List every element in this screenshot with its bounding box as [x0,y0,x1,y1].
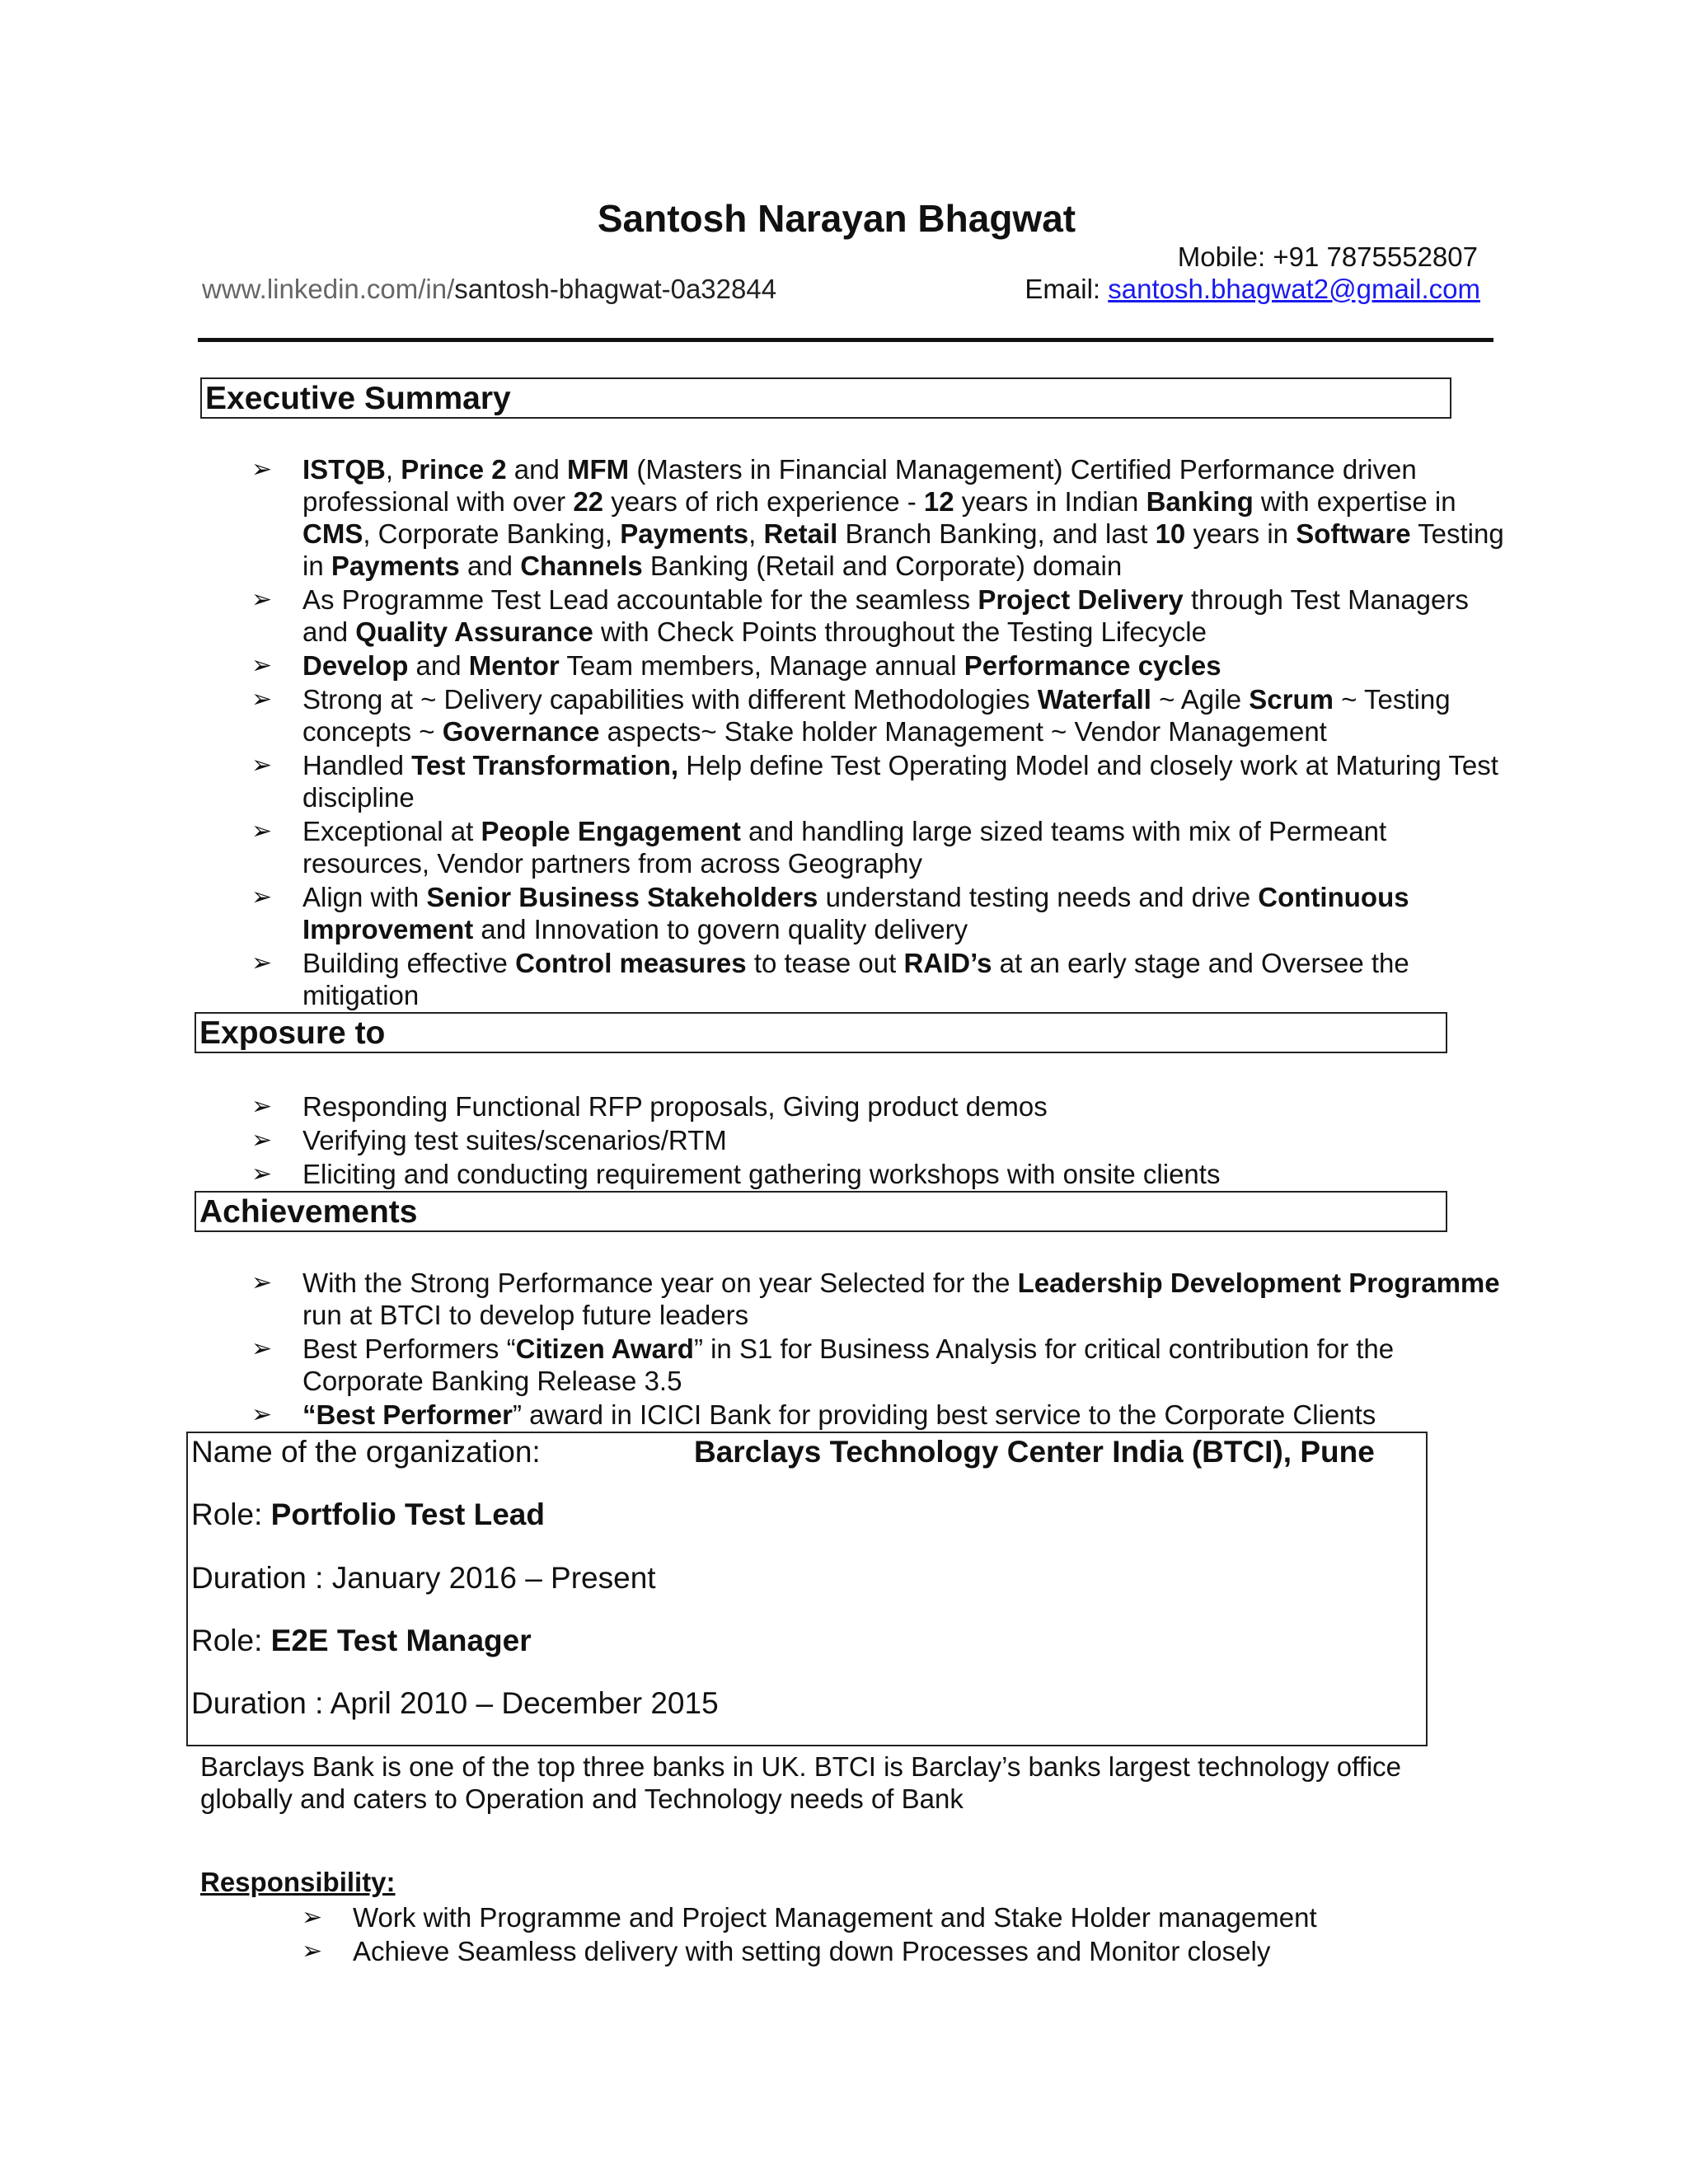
item-text: and Innovation to govern quality delivery [473,914,968,944]
item-text: years in [1185,518,1296,549]
item-text: run at BTCI to develop future leaders [302,1300,749,1330]
email-label: Email: [1025,274,1109,304]
item-text: Achieve Seamless delivery with setting down Processes and Monitor closely [353,1936,1271,1966]
bold-text: Project Delivery [978,584,1184,615]
bold-text: Develop [302,650,409,681]
item-text: , [385,454,401,485]
item-text: Team members, Manage annual [559,650,964,681]
item-text: ” in S1 for Business Analysis for critical contribution for the Corporate Banking Release 3.5 [302,1333,1395,1396]
item-text: Work with Programme and Project Management and Stake Holder management [353,1902,1317,1933]
bullet-arrow-icon: ➢ [251,652,273,679]
bullet-arrow-icon: ➢ [251,883,273,911]
list-item [302,1901,1505,1933]
bullet-arrow-icon: ➢ [251,1401,273,1428]
list-item [251,1267,1504,1331]
bold-text: ISTQB [302,454,386,485]
executive-summary-list [251,453,1504,1013]
list-item [251,583,1504,648]
role1-row [191,1497,545,1532]
bullet-arrow-icon: ➢ [251,1160,273,1188]
linkedin-prefix: www.linkedin.com/in/ [202,274,455,304]
item-text: ” award in ICICI Bank for providing best service to the Corporate Clients [512,1399,1376,1430]
bullet-arrow-icon: ➢ [251,818,273,845]
item-text: Branch Banking, and last [837,518,1156,549]
bullet-arrow-icon: ➢ [251,752,273,779]
section-achievements-title: Achievements [195,1191,1447,1232]
email-line [1025,274,1480,305]
bold-text: Continuous Improvement [302,882,1409,944]
bold-text: Senior Business Stakeholders [426,882,818,912]
bullet-arrow-icon: ➢ [251,949,273,977]
role2-row [191,1624,532,1658]
bold-text: Retail [763,518,838,549]
duration2: Duration : April 2010 – December 2015 [191,1686,719,1720]
bold-text: CMS [302,518,363,549]
bold-text: Waterfall [1037,684,1151,715]
bold-text: Payments [331,551,460,581]
bold-text: Software [1296,518,1411,549]
bold-text: MFM [567,454,630,485]
item-text: and [506,454,568,485]
item-text: with Check Points throughout the Testing Lifecycle [593,616,1207,647]
resume-name: Santosh Narayan Bhagwat [597,197,1076,240]
bold-text: Control measures [515,948,747,978]
item-text: and [459,551,521,581]
item-text: ~ Testing concepts ~ [302,684,1451,747]
list-item [251,1158,1504,1190]
org-name-label: Name of the organization: [191,1435,541,1469]
bold-text: 22 [573,486,604,517]
item-text: Eliciting and conducting requirement gathering workshops with onsite clients [302,1159,1221,1189]
list-item [251,815,1504,879]
item-text: understand testing needs and drive [818,882,1259,912]
list-item [251,683,1504,748]
mobile-number: Mobile: +91 7875552807 [1177,241,1478,272]
role1-value: Portfolio Test Lead [270,1497,545,1531]
list-item [302,1935,1505,1967]
item-text: years of rich experience - [603,486,924,517]
role2-value: E2E Test Manager [270,1624,532,1657]
item-text: ~ Agile [1151,684,1250,715]
item-text: Building effective [302,948,516,978]
list-item [251,1090,1504,1122]
list-item [251,1399,1504,1431]
item-text: Responding Functional RFP proposals, Giving product demos [302,1091,1048,1122]
bold-text: Payments [620,518,749,549]
bold-text: Test Transformation, [411,750,679,780]
bold-text: Prince 2 [401,454,507,485]
item-text: With the Strong Performance year on year Selected for the [302,1268,1018,1298]
header-divider [198,338,1493,342]
bullet-arrow-icon: ➢ [302,1938,323,1965]
duration1: Duration : January 2016 – Present [191,1561,656,1595]
item-text: Exceptional at [302,816,481,846]
exposure-list [251,1090,1504,1192]
bold-text: Scrum [1249,684,1334,715]
item-text: Testing in [302,518,1504,581]
list-item [251,1333,1504,1397]
item-text: and handling large sized teams with mix of Permeant resources, Vendor partners from across Geography [302,816,1387,879]
section-exposure-title: Exposure to [195,1012,1447,1053]
item-text: to tease out [746,948,904,978]
bullet-arrow-icon: ➢ [251,1269,273,1296]
achievements-list [251,1267,1504,1432]
list-item [251,947,1504,1011]
list-item [251,649,1504,682]
item-text: years in Indian [954,486,1146,517]
bold-text: Performance cycles [964,650,1221,681]
list-item [251,881,1504,945]
bold-text: Governance [442,716,600,747]
section-executive-summary-title: Executive Summary [200,377,1451,419]
responsibility-title: Responsibility: [200,1867,396,1897]
role1-label: Role: [191,1497,271,1531]
org-name-row [191,1435,1375,1469]
role2-label: Role: [191,1624,271,1657]
bold-text: “Best Performer [302,1399,513,1430]
item-text: through Test Managers and [302,584,1469,647]
org-name-value: Barclays Technology Center India (BTCI), Pune [694,1435,1375,1469]
email-link[interactable]: santosh.bhagwat2@gmail.com [1108,274,1480,304]
item-text: and [408,650,469,681]
item-text: Verifying test suites/scenarios/RTM [302,1125,727,1155]
item-text: , Corporate Banking, [363,518,621,549]
item-text: at an early stage and Oversee the mitigation [302,948,1409,1010]
list-item [251,749,1504,813]
item-text: Banking (Retail and Corporate) domain [642,551,1123,581]
bullet-arrow-icon: ➢ [251,1093,273,1120]
bold-text: Quality Assurance [355,616,593,647]
bold-text: Citizen Award [515,1333,694,1364]
bold-text: Mentor [468,650,560,681]
list-item [251,453,1504,582]
responsibility-list [302,1901,1505,1969]
linkedin-url[interactable] [202,274,776,305]
bullet-arrow-icon: ➢ [251,686,273,713]
bullet-arrow-icon: ➢ [251,456,273,483]
bold-text: Leadership Development Programme [1017,1268,1500,1298]
item-text: with expertise in [1253,486,1456,517]
bullet-arrow-icon: ➢ [251,1127,273,1154]
list-item [251,1124,1504,1156]
bullet-arrow-icon: ➢ [251,586,273,613]
item-text: As Programme Test Lead accountable for the seamless [302,584,978,615]
item-text: Strong at ~ Delivery capabilities with different Methodologies [302,684,1038,715]
item-text: , [748,518,764,549]
item-text: Best Performers “ [302,1333,516,1364]
organization-description: Barclays Bank is one of the top three banks in UK. BTCI is Barclay’s banks largest technology office globally and caters to Operation and Technology needs of Bank [200,1751,1402,1814]
bullet-arrow-icon: ➢ [251,1335,273,1362]
item-text: Help define Test Operating Model and closely work at Maturing Test discipline [302,750,1498,813]
item-text: Handled [302,750,412,780]
bold-text: RAID’s [903,948,992,978]
item-text: Align with [302,882,427,912]
bullet-arrow-icon: ➢ [302,1904,323,1931]
bold-text: 12 [923,486,954,517]
bold-text: People Engagement [481,816,741,846]
item-text: (Masters in Financial Management) Certified Performance driven professional with over [302,454,1417,517]
bold-text: Banking [1146,486,1254,517]
bold-text: Channels [520,551,643,581]
linkedin-handle: santosh-bhagwat-0a32844 [454,274,777,304]
organization-box [186,1432,1428,1746]
bold-text: 10 [1155,518,1186,549]
item-text: aspects~ Stake holder Management ~ Vendor Management [599,716,1327,747]
